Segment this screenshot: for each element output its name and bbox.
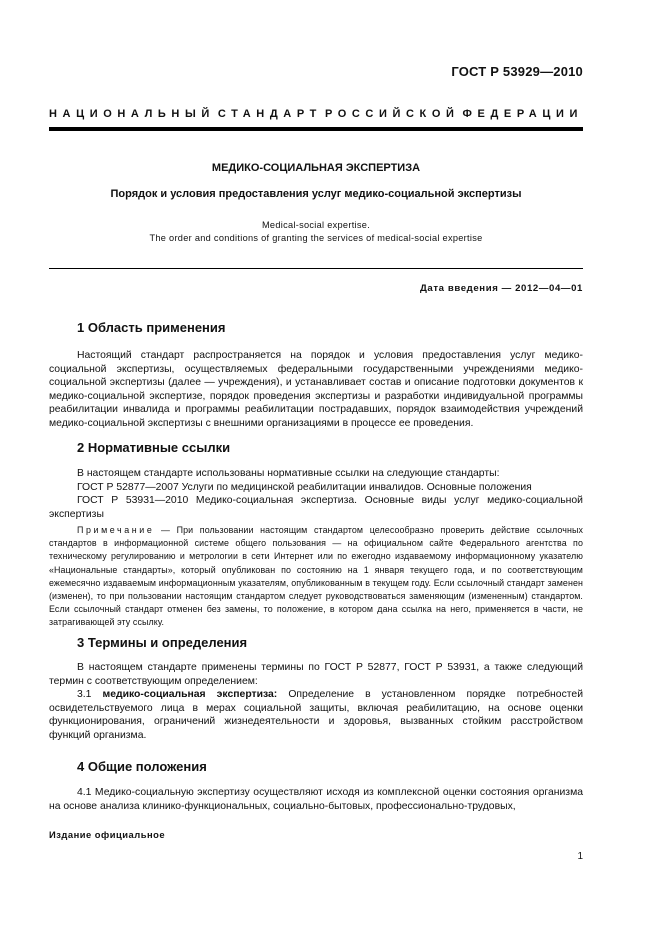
section-1-heading: 1 Область применения [77, 320, 226, 335]
national-standard-word: НАЦИОНАЛЬНЫЙ [49, 108, 215, 120]
edition-label: Издание официальное [49, 829, 166, 840]
national-standard-word: РОССИЙСКОЙ [324, 108, 460, 120]
header-rule [49, 127, 583, 131]
standard-code: ГОСТ Р 53929—2010 [451, 64, 583, 79]
section-4-body [49, 786, 583, 813]
reference-item: ГОСТ Р 52877—2007 Услуги по медицинской реабилитации инвалидов. Основные положения [77, 481, 532, 493]
section-3-body [49, 661, 583, 743]
title-rule [49, 268, 583, 269]
paragraph: В настоящем стандарте использованы нормативные ссылки на следующие стандарты: [77, 468, 500, 479]
note [49, 524, 583, 630]
term: медико-социальная экспертиза: [102, 689, 278, 701]
note-label: Примечание [77, 525, 155, 535]
national-standard-word: СТАНДАРТ [217, 108, 322, 120]
english-title [49, 219, 583, 245]
term-definition [49, 688, 583, 742]
english-title-line: The order and conditions of granting the services of medical-social expertise [149, 233, 483, 243]
introduction-date: Дата введения — 2012—04—01 [420, 283, 583, 294]
note-text: — При пользовании настоящим стандартом целесообразно проверить действие ссылочных стандартов в информационной системе общего пользования — на официальном сайте Федерального агентства по техническому регулированию и метрологии в сети Интернет или по ежегодно издаваемому информационному указателю «Национальные стандарты», который опубликован по состоянию на 1 января текущего года, и по соответствующим ежемесячно издаваемым информационным указателям, опубликованным в текущем году. Если ссылочный стандарт заменен (изменен), то при пользовании настоящим стандартом следует руководствоваться заменяющим (измененным) стандартом. Если ссылочный стандарт отменен без замены, то положение, в котором дана ссылка на него, применяется в части, не затрагивающей эту ссылку. [49, 525, 583, 628]
page-number: 1 [577, 851, 583, 862]
reference-item: ГОСТ Р 53931—2010 Медико-социальная экспертиза. Основные виды услуг медико-социальной экспертизы [49, 495, 583, 520]
english-title-line: Medical-social expertise. [261, 220, 371, 230]
definition: Определение в установленном порядке потребностей освидетельствуемого лица в мерах социальной защиты, включая реабилитацию, на основе оценки функционирования, ограничений жизнедеятельности и здоровья, вызванных стойким расстройством функций организма. [49, 689, 583, 741]
section-1-body [49, 349, 583, 431]
term-number: 3.1 [77, 689, 92, 701]
section-2-body [49, 467, 583, 521]
national-standard-heading [49, 108, 583, 120]
section-2-heading: 2 Нормативные ссылки [77, 440, 231, 455]
section-4-heading: 4 Общие положения [77, 759, 207, 774]
document-subtitle: Порядок и условия предоставления услуг медико-социальной экспертизы [110, 188, 522, 200]
paragraph: 4.1 Медико-социальную экспертизу осуществляют исходя из комплексной оценки состояния организма на основе анализа клинико-функциональных, социально-бытовых, профессионально-трудовых, [49, 787, 583, 812]
document-title: МЕДИКО-СОЦИАЛЬНАЯ ЭКСПЕРТИЗА [211, 162, 421, 174]
paragraph: В настоящем стандарте применены термины по ГОСТ Р 52877, ГОСТ Р 53931, а также следующий термин с соответствующим определением: [49, 662, 583, 687]
national-standard-word: ФЕДЕРАЦИИ [462, 108, 583, 120]
paragraph: Настоящий стандарт распространяется на порядок и условия предоставления услуг медико-социальной экспертизы, осуществляемых федеральными государственными учреждениями медико-социальной экспертизы (далее — учреждения), и устанавливает состав и описание подготовки документов к медико-социальной экспертизе, порядок проведения экспертизы и разработки индивидуальной программы реабилитации инвалида и программы реабилитации пострадавших, порядок взаимодействия учреждений медико-социальной экспертизы с внешними организациями в процессе ее проведения. [49, 350, 583, 429]
section-3-heading: 3 Термины и определения [77, 635, 248, 650]
